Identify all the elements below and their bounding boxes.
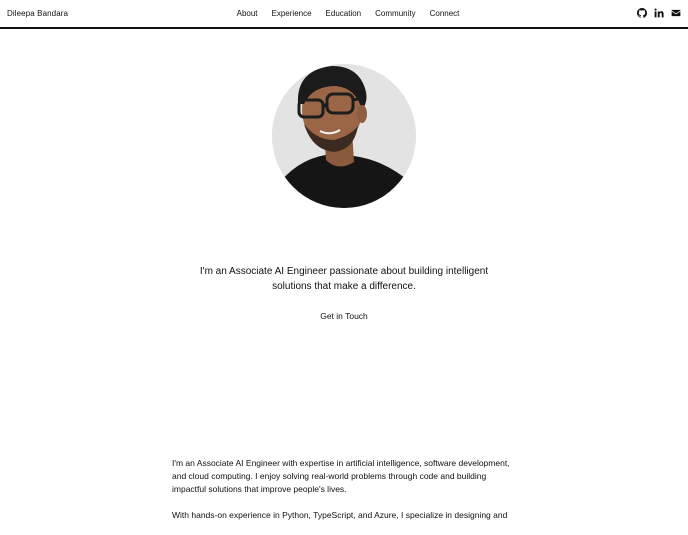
nav-about[interactable]: About [236, 9, 258, 18]
navbar [0, 0, 688, 29]
social-links [637, 8, 681, 18]
profile-portrait-image [272, 64, 416, 208]
about-section [172, 457, 522, 535]
email-icon[interactable] [671, 8, 681, 18]
nav-community[interactable]: Community [375, 9, 416, 18]
about-paragraph: I'm an Associate AI Engineer with expertise in artificial intelligence, software development, and cloud computing. I enjoy solving real-world problems through code and building impactful solutions that improve people's lives. [172, 458, 510, 494]
nav-connect[interactable]: Connect [429, 9, 460, 18]
brand-name[interactable]: Dileepa Bandara [7, 9, 69, 18]
hero-tagline: I'm an Associate AI Engineer passionate about building intelligent solutions that make a difference. [199, 266, 489, 292]
about-paragraph: With hands-on experience in Python, TypeScript, and Azure, I specialize in designing and [172, 510, 508, 520]
profile-photo [272, 64, 416, 208]
linkedin-icon[interactable] [654, 8, 664, 18]
github-icon[interactable] [637, 8, 647, 18]
get-in-touch-button[interactable]: Get in Touch [320, 311, 368, 321]
nav-experience[interactable]: Experience [271, 9, 312, 18]
nav-education[interactable]: Education [325, 9, 362, 18]
nav-links [0, 9, 688, 18]
